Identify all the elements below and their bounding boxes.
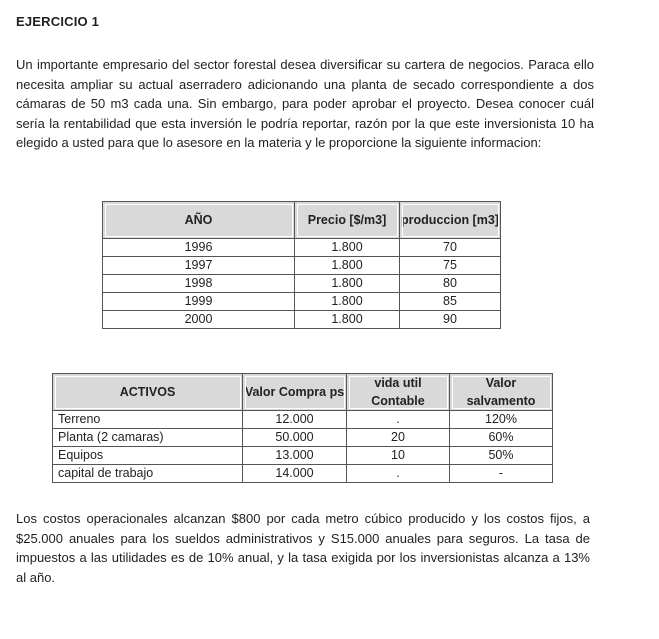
production-table xyxy=(102,201,501,329)
salvage-cell: 60% xyxy=(450,429,553,447)
salvage-cell: - xyxy=(450,465,553,483)
header-asset: ACTIVOS xyxy=(53,374,243,411)
header-purchase-value: Valor Compra ps xyxy=(243,374,347,411)
year-cell: 1996 xyxy=(103,239,295,257)
price-cell: 1.800 xyxy=(295,275,400,293)
table-row xyxy=(53,447,553,465)
assets-table xyxy=(52,373,553,483)
price-cell: 1.800 xyxy=(295,257,400,275)
asset-cell: capital de trabajo xyxy=(53,465,243,483)
production-cell: 90 xyxy=(400,311,501,329)
closing-paragraph: Los costos operacionales alcanzan $800 por cada metro cúbico producido y los costos fijos, a $25.000 anuales para los sueldos administrativos y S15.000 anuales para seguros. La tasa de impuestos a las utilidades es de 10% anual, y la tasa exigida por los inversionistas alcanza a 13% al año. xyxy=(16,511,590,585)
purchase-cell: 14.000 xyxy=(243,465,347,483)
production-cell: 75 xyxy=(400,257,501,275)
purchase-cell: 12.000 xyxy=(243,411,347,429)
header-year: AÑO xyxy=(103,202,295,239)
life-cell: 10 xyxy=(347,447,450,465)
year-cell: 1999 xyxy=(103,293,295,311)
production-cell: 85 xyxy=(400,293,501,311)
table-row xyxy=(103,311,501,329)
salvage-cell: 50% xyxy=(450,447,553,465)
header-salvage-value: Valor salvamento xyxy=(450,374,553,411)
production-cell: 70 xyxy=(400,239,501,257)
asset-cell: Planta (2 camaras) xyxy=(53,429,243,447)
table-row xyxy=(103,293,501,311)
header-useful-life: vida util Contable xyxy=(347,374,450,411)
production-table-header-row xyxy=(103,202,501,239)
price-cell: 1.800 xyxy=(295,293,400,311)
price-cell: 1.800 xyxy=(295,239,400,257)
table-row xyxy=(103,257,501,275)
year-cell: 2000 xyxy=(103,311,295,329)
year-cell: 1997 xyxy=(103,257,295,275)
production-cell: 80 xyxy=(400,275,501,293)
asset-cell: Terreno xyxy=(53,411,243,429)
price-cell: 1.800 xyxy=(295,311,400,329)
year-cell: 1998 xyxy=(103,275,295,293)
table-row xyxy=(103,239,501,257)
life-cell: . xyxy=(347,411,450,429)
asset-cell: Equipos xyxy=(53,447,243,465)
table-row xyxy=(103,275,501,293)
header-production: produccion [m3] xyxy=(400,202,501,239)
table-row xyxy=(53,411,553,429)
table-row xyxy=(53,429,553,447)
assets-table-header-row xyxy=(53,374,553,411)
exercise-title: EJERCICIO 1 xyxy=(16,14,100,29)
intro-paragraph: Un importante empresario del sector forestal desea diversificar su cartera de negocios. Paraca ello necesita ampliar su actual aserradero adicionando una planta de secado correspondiente a dos cámaras de 50 m3 cada una. Sin embargo, para poder aprobar el proyecto. Desea conocer cuál sería la rentabilidad que esta inversión le podría reportar, razón por la que este inversionista 10 ha elegido a usted para que lo asesore en la materia y le proporcione la siguiente informacion: xyxy=(16,57,594,151)
life-cell: . xyxy=(347,465,450,483)
life-cell: 20 xyxy=(347,429,450,447)
header-price: Precio [$/m3] xyxy=(295,202,400,239)
purchase-cell: 50.000 xyxy=(243,429,347,447)
purchase-cell: 13.000 xyxy=(243,447,347,465)
table-row xyxy=(53,465,553,483)
salvage-cell: 120% xyxy=(450,411,553,429)
